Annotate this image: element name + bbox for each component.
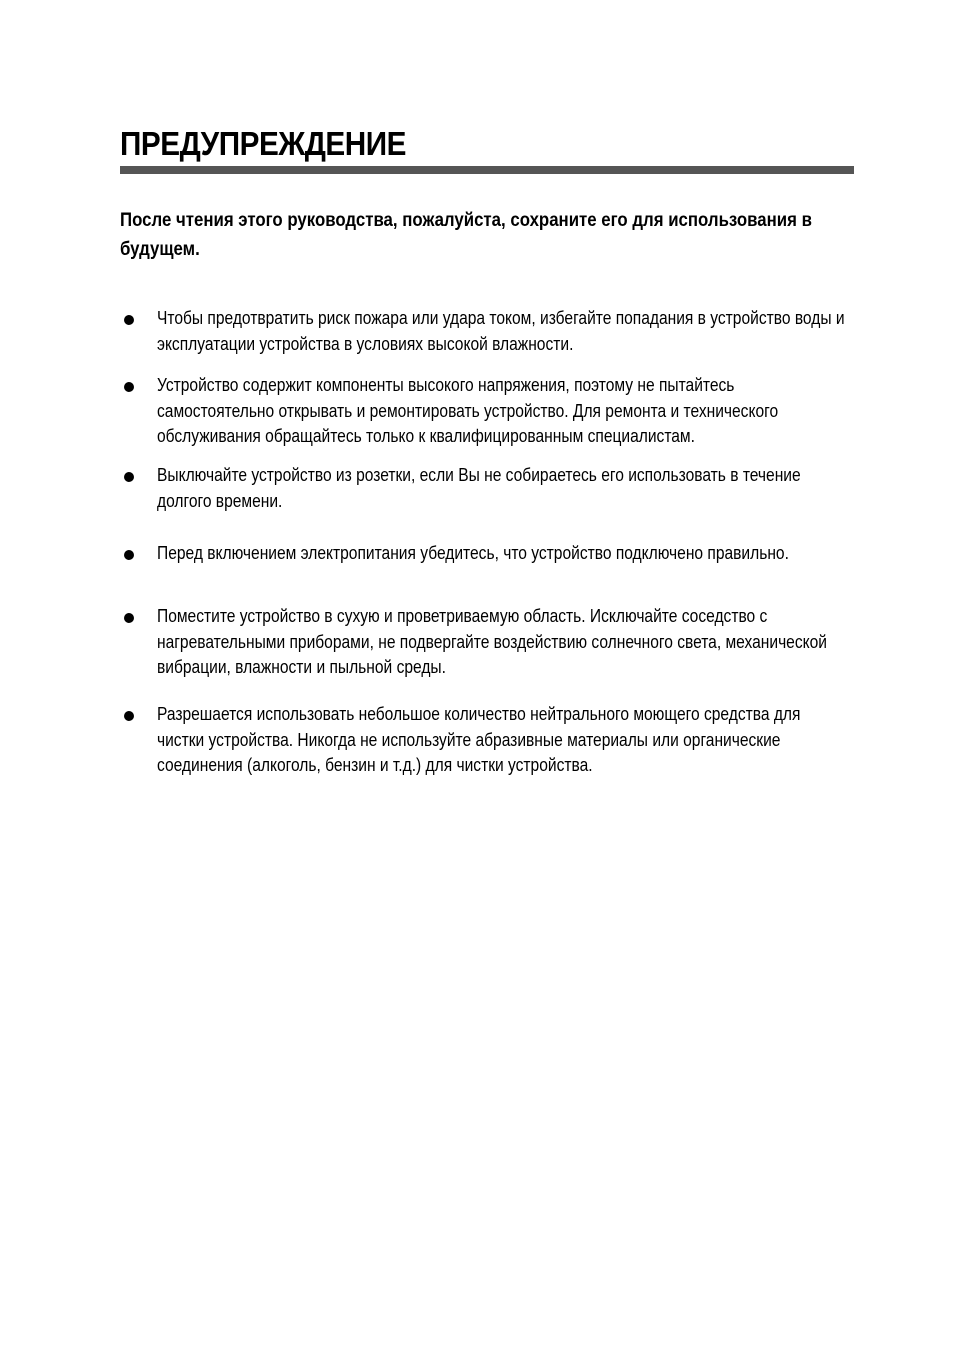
page-title: ПРЕДУПРЕЖДЕНИЕ bbox=[120, 125, 407, 162]
bullet-icon bbox=[124, 711, 134, 721]
list-item-text: Устройство содержит компоненты высокого напряжения, поэтому не пытайтесь самостоятельно открывать и ремонтировать устройство. Для ремонта и технического обслуживания обращайтесь только к квалифицированным специалистам. bbox=[157, 375, 779, 446]
list-item-text: Выключайте устройство из розетки, если Вы не собираетесь его использовать в течение долгого времени. bbox=[157, 465, 801, 511]
title-underline bbox=[120, 166, 854, 174]
list-item-text: Перед включением электропитания убедитесь, что устройство подключено правильно. bbox=[157, 543, 789, 563]
bullet-icon bbox=[124, 550, 134, 560]
list-item-text: Чтобы предотвратить риск пожара или удара током, избегайте попадания в устройство воды и эксплуатации устройства в условиях высокой влажности. bbox=[157, 308, 845, 354]
bullet-icon bbox=[124, 315, 134, 325]
list-item-text: Разрешается использовать небольшое количество нейтрального моющего средства для чистки устройства. Никогда не используйте абразивные материалы или органические соединения (алкоголь, бензин и т.д.) для чистки устройства. bbox=[157, 704, 801, 775]
bullet-icon bbox=[124, 382, 134, 392]
list-item-text: Поместите устройство в сухую и проветриваемую область. Исключайте соседство с нагревательными приборами, не подвергайте воздействию солнечного света, механической вибрации, влажности и пыльной среды. bbox=[157, 606, 827, 677]
bullet-icon bbox=[124, 472, 134, 482]
intro-text: После чтения этого руководства, пожалуйста, сохраните его для использования в будущем. bbox=[120, 210, 812, 260]
bullet-icon bbox=[124, 613, 134, 623]
